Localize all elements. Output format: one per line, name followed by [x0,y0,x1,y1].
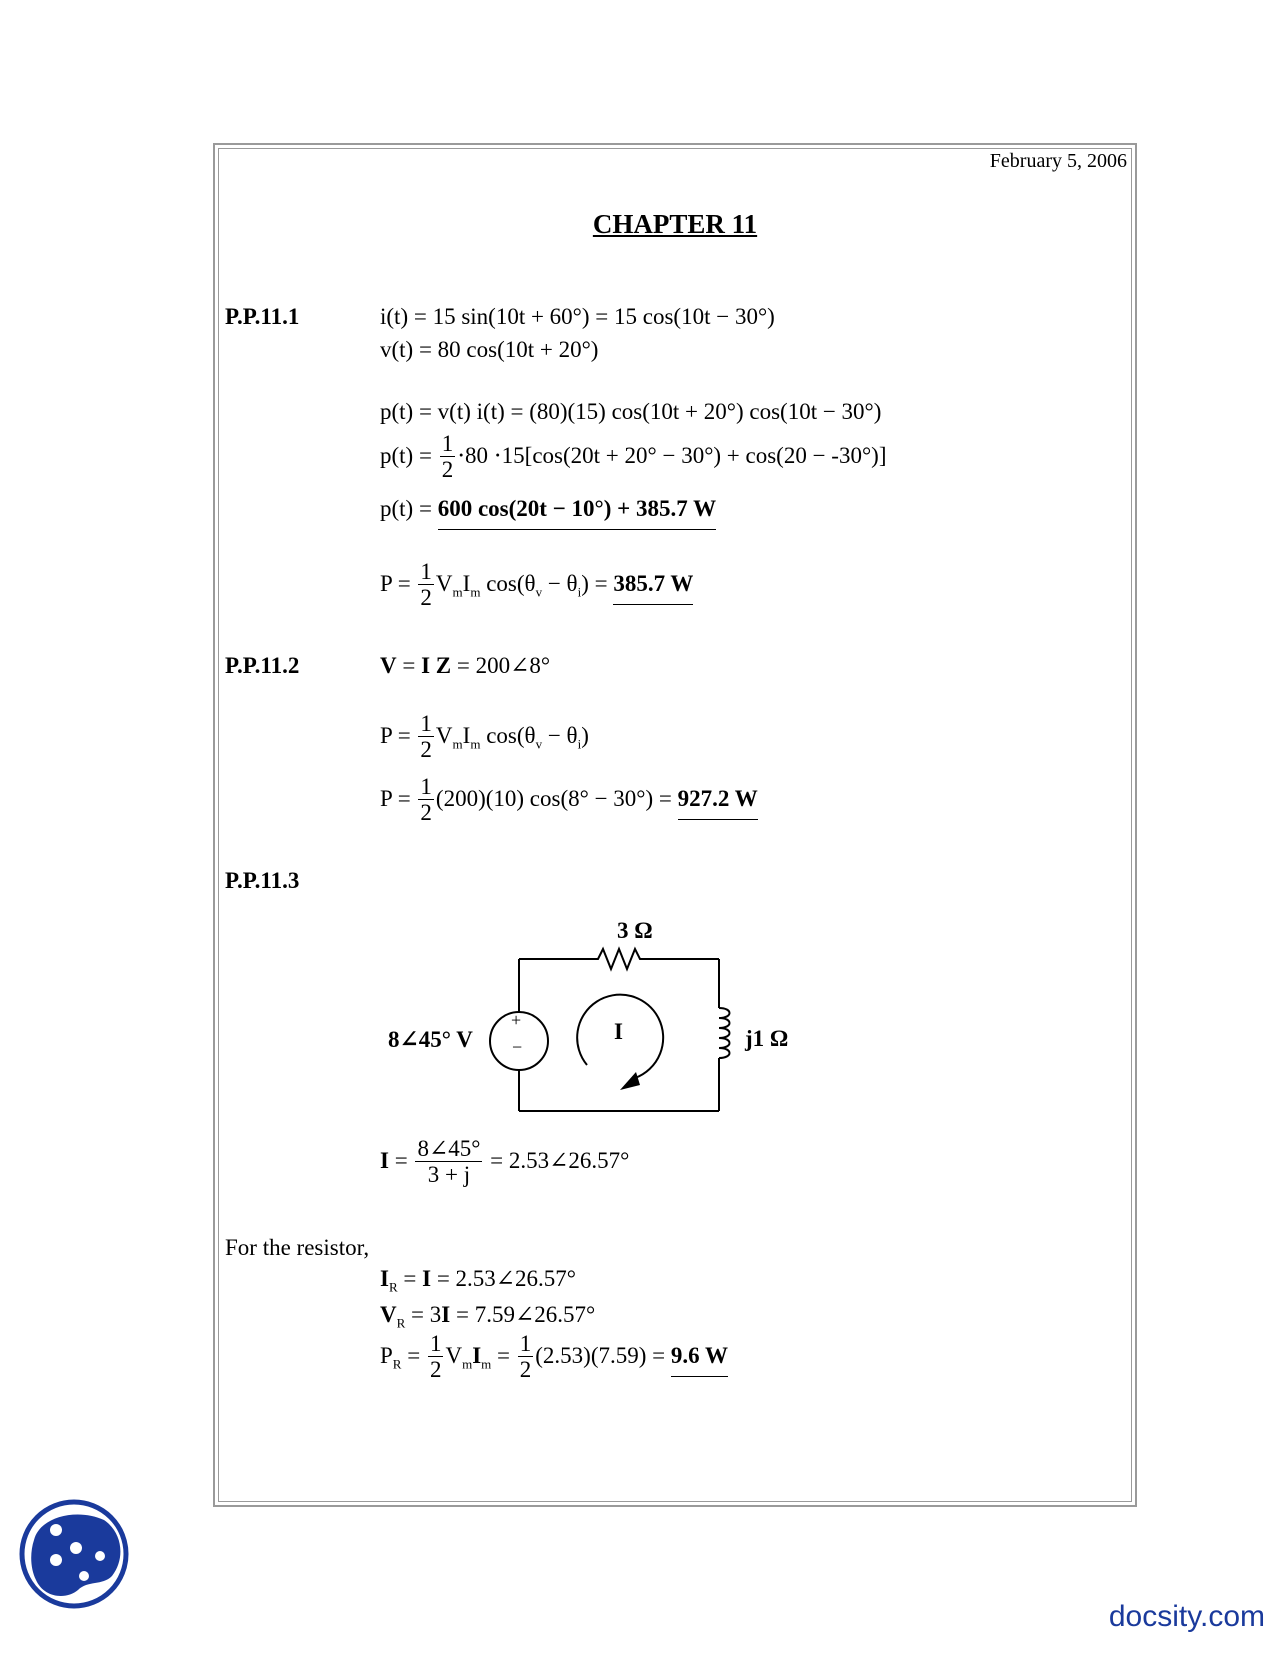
eq-average-power-formula: P = $\frac{1}{2}$ $V_mI_m$ $\cos(\theta_v - \theta_i)$ [380,711,589,762]
answer-9-6: 9.6 W [671,1343,728,1377]
source-plus: + [511,1010,522,1030]
eq-current: i(t) = 15 sin(10t + 60°) = 15 cos(10t − 30°) [380,304,775,329]
eq-voltage: v(t) = 80 cos(10t + 20°) [380,337,599,362]
resistor-label: 3 Ω [617,918,653,943]
source-label: 8∠45° V [388,1027,473,1052]
eq-power-result: p(t) = 600 cos(20t − 10°) + 385.7 W [380,496,716,522]
eq-phasor-voltage: V = I Z = 200∠8° [380,653,551,678]
source-minus: − [512,1037,523,1057]
mesh-current-label: I [614,1019,623,1044]
docsity-brand-link[interactable]: docsity.com [1108,1600,1265,1633]
answer-927: 927.2 W [678,786,758,820]
problem-label-11-3: P.P.11.3 [225,868,300,893]
eq-mesh-current: I = $\frac{8\angle 45^\circ}{3 + j}$ = 2.53∠26.57° [380,1136,630,1187]
date: February 5, 2006 [989,150,1127,172]
eq-power-expanded: p(t) = $\frac{1}{2}$ ⋅80 ⋅15[cos(20t + 20° − 30°) + cos(20 − -30°)] [380,431,887,482]
answer-instantaneous-power: 600 cos(20t − 10°) + 385.7 W [438,496,716,530]
eq-power-product: p(t) = v(t) i(t) = (80)(15) cos(10t + 20°) cos(10t − 30°) [380,399,882,424]
eq-resistor-power: $P_R$ = $\frac{1}{2}$ $V_mI_m$ = $\frac{1}{2}$ (2.53)(7.59) = 9.6 W [380,1331,728,1382]
chapter-title: CHAPTER 11 [592,209,758,239]
resistor-symbol [519,949,719,969]
problem-label-11-2: P.P.11.2 [225,653,300,678]
inductor-label: j1 Ω [745,1026,789,1051]
eq-average-power-value: P = $\frac{1}{2}$ (200)(10) cos(8° − 30°) = 927.2 W [380,774,758,825]
docsity-logo-icon[interactable] [18,1498,130,1610]
eq-average-power: P = $\frac{1}{2}$ $V_mI_m$ $\cos(\theta_v - \theta_i) = 385.7$ W [380,559,694,610]
eq-resistor-current: $I_R = I$ = 2.53∠26.57° [380,1266,577,1295]
answer-average-power: 385.7 W [613,571,693,605]
eq-resistor-voltage: $V_R = 3I$ = 7.59∠26.57° [380,1302,596,1331]
mesh-current-arrow [620,1072,640,1090]
for-resistor-text: For the resistor, [225,1235,370,1260]
problem-label-11-1: P.P.11.1 [225,304,300,329]
inductor-symbol [719,1008,730,1058]
